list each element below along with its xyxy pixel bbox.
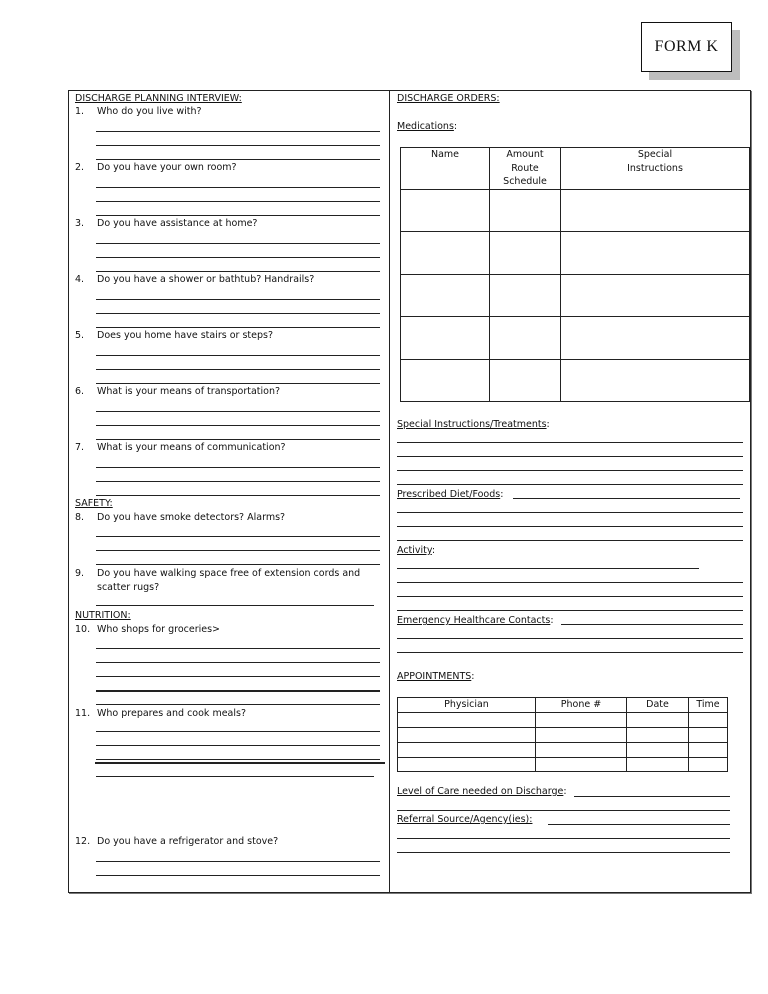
column-header-name (401, 148, 490, 190)
answer-line[interactable] (96, 355, 380, 356)
question-text: Who prepares and cook meals? (97, 708, 246, 719)
label-colon: : (563, 786, 567, 797)
answer-line[interactable] (397, 610, 743, 611)
date-cell[interactable] (627, 743, 689, 758)
answer-line[interactable] (548, 824, 730, 825)
special-instructions-heading (397, 419, 550, 431)
time-cell[interactable] (689, 713, 728, 728)
table-row (398, 743, 728, 758)
column-divider (389, 90, 390, 892)
question-number: 4. (75, 274, 85, 285)
table-header-row (401, 148, 750, 190)
medication-name-cell[interactable] (401, 275, 490, 317)
answer-line[interactable] (96, 875, 380, 876)
medication-instructions-cell[interactable] (561, 275, 750, 317)
label-colon: : (500, 489, 504, 500)
nutrition-heading: NUTRITION: (75, 610, 131, 621)
question-text: Do you have a refrigerator and stove? (97, 836, 279, 847)
answer-line[interactable] (397, 484, 743, 485)
table-row (401, 190, 750, 232)
answer-line[interactable] (96, 411, 380, 412)
date-cell[interactable] (627, 728, 689, 743)
physician-cell[interactable] (398, 728, 536, 743)
answer-line[interactable] (96, 215, 380, 216)
table-header-row (398, 698, 728, 713)
answer-line[interactable] (96, 564, 380, 565)
answer-line[interactable] (397, 456, 743, 457)
answer-line[interactable] (96, 861, 380, 862)
answer-line[interactable] (397, 582, 743, 583)
prescribed-diet-heading (397, 489, 503, 501)
separator-rule (95, 762, 385, 764)
table-row (401, 360, 750, 402)
emergency-contacts-heading (397, 615, 554, 627)
answer-line[interactable] (96, 467, 380, 468)
table-row (401, 275, 750, 317)
answer-line[interactable] (96, 145, 380, 146)
medication-amount-cell[interactable] (490, 317, 561, 360)
referral-source-label: Referral Source/Agency(ies): (397, 814, 533, 825)
answer-line[interactable] (561, 624, 743, 625)
answer-line[interactable] (96, 550, 380, 551)
answer-line[interactable] (96, 159, 380, 160)
phone-cell[interactable] (536, 758, 627, 772)
answer-line[interactable] (397, 442, 743, 443)
physician-cell[interactable] (398, 713, 536, 728)
activity-heading (397, 545, 435, 557)
question-text: What is your means of communication? (97, 442, 286, 453)
answer-line[interactable] (96, 676, 380, 677)
medication-amount-cell[interactable] (490, 232, 561, 275)
header-text: Special (637, 149, 673, 160)
answer-line[interactable] (96, 187, 380, 188)
answer-line[interactable] (96, 257, 380, 258)
phone-cell[interactable] (536, 728, 627, 743)
time-cell[interactable] (689, 728, 728, 743)
physician-cell[interactable] (398, 743, 536, 758)
answer-line[interactable] (96, 605, 374, 606)
question-number: 11. (75, 708, 91, 719)
label-colon: : (550, 615, 554, 626)
answer-line[interactable] (397, 810, 730, 811)
column-header-phone: Phone # (536, 698, 627, 713)
question-number: 6. (75, 386, 85, 397)
date-cell[interactable] (627, 758, 689, 772)
answer-line[interactable] (397, 470, 743, 471)
medication-instructions-cell[interactable] (561, 317, 750, 360)
column-header-time: Time (689, 698, 728, 713)
special-instructions-label: Special Instructions/Treatments (397, 419, 547, 430)
activity-label: Activity (397, 545, 432, 556)
emergency-contacts-label: Emergency Healthcare Contacts (397, 615, 551, 626)
question-number: 12. (75, 836, 91, 847)
answer-line[interactable] (397, 568, 699, 569)
medication-instructions-cell[interactable] (561, 190, 750, 232)
column-header-physician: Physician (398, 698, 536, 713)
answer-line[interactable] (96, 536, 380, 537)
time-cell[interactable] (689, 758, 728, 772)
answer-line[interactable] (96, 759, 380, 760)
question-text: Do you have assistance at home? (97, 218, 258, 229)
answer-line[interactable] (96, 776, 374, 777)
answer-line[interactable] (397, 512, 743, 513)
answer-line[interactable] (96, 369, 380, 370)
answer-line[interactable] (574, 796, 730, 797)
question-number: 5. (75, 330, 85, 341)
answer-line[interactable] (96, 481, 380, 482)
question-text: Does you home have stairs or steps? (97, 330, 273, 341)
answer-line[interactable] (96, 704, 380, 705)
medication-name-cell[interactable] (401, 360, 490, 402)
question-number: 9. (75, 568, 85, 579)
question-text: Do you have your own room? (97, 162, 237, 173)
header-text: Amount (506, 149, 544, 160)
answer-line[interactable] (96, 299, 380, 300)
phone-cell[interactable] (536, 713, 627, 728)
label-colon: : (546, 419, 550, 430)
interview-title: DISCHARGE PLANNING INTERVIEW: (75, 93, 242, 104)
question-text: Do you have walking space free of extension cords and (97, 568, 361, 579)
column-header-date: Date (627, 698, 689, 713)
question-text: Do you have smoke detectors? Alarms? (97, 512, 286, 523)
answer-line[interactable] (96, 425, 380, 426)
question-number: 8. (75, 512, 85, 523)
phone-cell[interactable] (536, 743, 627, 758)
label-colon: : (453, 121, 458, 132)
medication-name-cell[interactable] (401, 232, 490, 275)
header-text: Route (511, 162, 539, 174)
answer-line[interactable] (96, 131, 380, 132)
question-number: 1. (75, 106, 85, 117)
answer-line[interactable] (96, 327, 380, 328)
column-header-special-instructions (561, 148, 750, 190)
medications-label: Medications (397, 121, 454, 132)
question-text: Do you have a shower or bathtub? Handrails? (97, 274, 315, 285)
answer-line[interactable] (96, 201, 380, 202)
appointments-table (397, 697, 728, 772)
question-number: 7. (75, 442, 85, 453)
answer-line[interactable] (397, 526, 743, 527)
physician-cell[interactable] (398, 758, 536, 772)
label-colon: : (471, 671, 475, 682)
answer-line[interactable] (513, 498, 740, 499)
answer-line[interactable] (96, 731, 380, 732)
answer-line[interactable] (96, 495, 380, 496)
table-row (398, 713, 728, 728)
answer-line[interactable] (96, 439, 380, 440)
question-number: 2. (75, 162, 85, 173)
answer-line[interactable] (96, 243, 380, 244)
answer-line[interactable] (96, 662, 380, 663)
column-header-amount-route-schedule (490, 148, 561, 190)
date-cell[interactable] (627, 713, 689, 728)
medication-amount-cell[interactable] (490, 190, 561, 232)
header-text: Name (430, 149, 460, 160)
answer-line[interactable] (397, 596, 743, 597)
safety-heading: SAFETY: (75, 498, 113, 509)
table-row (401, 317, 750, 360)
answer-line[interactable] (96, 271, 380, 272)
answer-line[interactable] (96, 313, 380, 314)
answer-line[interactable] (397, 838, 730, 839)
answer-line[interactable] (96, 383, 380, 384)
answer-line[interactable] (397, 638, 743, 639)
medications-table (400, 147, 750, 402)
form-label: FORM K (654, 38, 719, 55)
question-text: What is your means of transportation? (97, 386, 281, 397)
table-row (398, 728, 728, 743)
medication-name-cell[interactable] (401, 190, 490, 232)
header-text: Schedule (503, 176, 547, 187)
table-row (398, 758, 728, 772)
appointments-heading (397, 671, 475, 683)
medication-amount-cell[interactable] (490, 275, 561, 317)
medication-instructions-cell[interactable] (561, 232, 750, 275)
question-text: Who do you live with? (97, 106, 202, 117)
form-label-box (641, 22, 732, 72)
answer-line[interactable] (397, 652, 743, 653)
question-text-continued: scatter rugs? (97, 582, 160, 593)
orders-title: DISCHARGE ORDERS: (397, 93, 500, 104)
question-text: Who shops for groceries> (97, 624, 221, 635)
appointments-label: APPOINTMENTS (397, 671, 472, 682)
medication-instructions-cell[interactable] (561, 360, 750, 402)
label-colon: : (431, 545, 436, 556)
time-cell[interactable] (689, 743, 728, 758)
question-number: 3. (75, 218, 85, 229)
prescribed-diet-label: Prescribed Diet/Foods (397, 489, 501, 500)
level-of-care-heading (397, 786, 567, 798)
level-of-care-label: Level of Care needed on Discharge (397, 786, 564, 797)
answer-line[interactable] (397, 540, 743, 541)
answer-line[interactable] (96, 648, 380, 649)
answer-line[interactable] (96, 690, 380, 692)
medication-amount-cell[interactable] (490, 360, 561, 402)
medication-name-cell[interactable] (401, 317, 490, 360)
answer-line[interactable] (397, 852, 730, 853)
medications-heading (397, 121, 457, 133)
question-number: 10. (75, 624, 91, 635)
answer-line[interactable] (96, 745, 380, 746)
table-row (401, 232, 750, 275)
header-text: Instructions (627, 162, 683, 174)
